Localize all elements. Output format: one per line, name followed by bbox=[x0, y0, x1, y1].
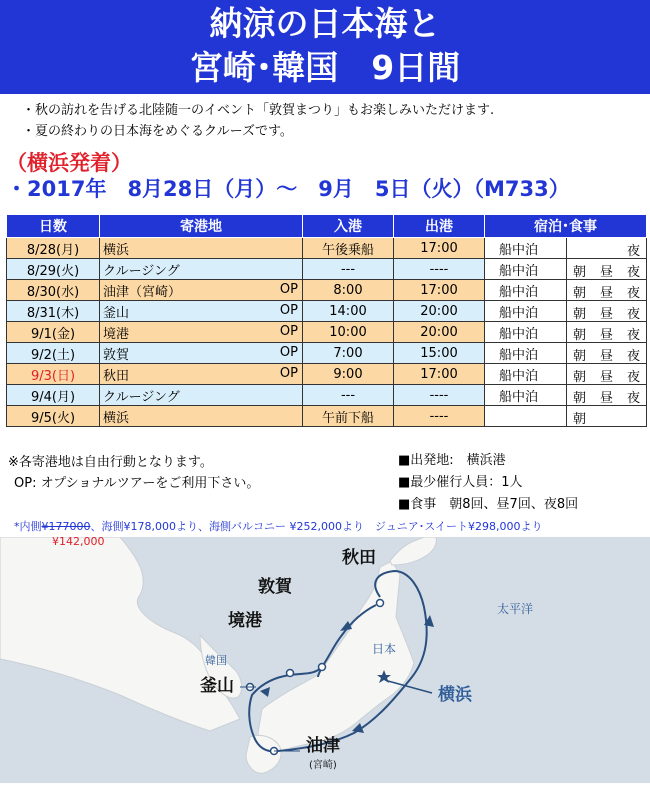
row-stay: 船中泊 bbox=[485, 322, 567, 343]
row-stay: 船中泊 bbox=[485, 238, 567, 259]
tour-dates: ・2017年 8月28日（月）～ 9月 5日（火）（M733） bbox=[6, 177, 570, 201]
row-meal-l: 昼 bbox=[600, 265, 614, 280]
row-stay: 船中泊 bbox=[485, 259, 567, 280]
table-row bbox=[7, 343, 647, 364]
header-depart: 出港 bbox=[394, 215, 485, 238]
marker-sakaiminato bbox=[287, 670, 294, 677]
row-depart: 17:00 bbox=[394, 364, 485, 385]
table-row bbox=[7, 301, 647, 322]
row-op-badge: OP bbox=[279, 324, 298, 339]
row-port bbox=[100, 322, 303, 343]
row-meal-d: 夜 bbox=[627, 328, 641, 343]
row-meal-b: 朝 bbox=[573, 349, 587, 364]
row-date: 8/30(水) bbox=[7, 280, 100, 301]
row-port-name: 横浜 bbox=[103, 410, 130, 426]
price-prefix: *内側 bbox=[14, 520, 42, 533]
row-depart: 17:00 bbox=[394, 238, 485, 259]
map-label-busan: 釜山 bbox=[200, 676, 234, 696]
row-meal-d: 夜 bbox=[627, 391, 641, 406]
row-port-name: 秋田 bbox=[103, 368, 130, 384]
row-depart: 17:00 bbox=[394, 280, 485, 301]
row-meals bbox=[567, 301, 647, 322]
row-date: 9/5(火) bbox=[7, 406, 100, 427]
row-stay: 船中泊 bbox=[485, 385, 567, 406]
table-row bbox=[7, 280, 647, 301]
row-date: 9/4(月) bbox=[7, 385, 100, 406]
intro-line-2: ・夏の終わりの日本海をめぐるクルーズです。 bbox=[22, 124, 293, 139]
intro-line-1: ・秋の訪れを告げる北陸随一のイベント「敦賀まつり」もお楽しみいただけます. bbox=[22, 103, 495, 118]
row-stay: 船中泊 bbox=[485, 364, 567, 385]
row-date: 8/31(木) bbox=[7, 301, 100, 322]
row-port-name: 境港 bbox=[103, 326, 130, 342]
row-depart: ‐‐‐‐ bbox=[394, 406, 485, 427]
row-meal-b: 朝 bbox=[573, 412, 587, 427]
row-meal-l: 昼 bbox=[600, 391, 614, 406]
map-label-yokohama: 横浜 bbox=[438, 685, 472, 705]
row-port bbox=[100, 301, 303, 322]
map-label-aburatsu: 油津 bbox=[306, 736, 340, 756]
row-arrive: 14:00 bbox=[303, 301, 394, 322]
row-meals bbox=[567, 385, 647, 406]
map-label-sakaiminato: 境港 bbox=[228, 611, 262, 631]
map-label-japan: 日本 bbox=[372, 642, 397, 656]
row-arrive: 8:00 bbox=[303, 280, 394, 301]
discount-price: ¥142,000 bbox=[52, 535, 105, 548]
table-row bbox=[7, 322, 647, 343]
row-arrive: 10:00 bbox=[303, 322, 394, 343]
row-stay: 船中泊 bbox=[485, 301, 567, 322]
row-arrive: 9:00 bbox=[303, 364, 394, 385]
row-meal-d: 夜 bbox=[627, 244, 641, 259]
table-row bbox=[7, 364, 647, 385]
row-port bbox=[100, 280, 303, 301]
row-meal-l: 昼 bbox=[600, 328, 614, 343]
marker-akita bbox=[377, 600, 384, 607]
header-stay-meals: 宿泊･食事 bbox=[485, 215, 647, 238]
row-meal-l: 昼 bbox=[600, 370, 614, 385]
row-meal-d: 夜 bbox=[627, 265, 641, 280]
row-meal-d: 夜 bbox=[627, 307, 641, 322]
row-port bbox=[100, 364, 303, 385]
row-stay: 船中泊 bbox=[485, 280, 567, 301]
row-stay bbox=[485, 406, 567, 427]
itinerary-table bbox=[6, 214, 647, 427]
row-meal-d: 夜 bbox=[627, 370, 641, 385]
title-line-2: 宮崎･韓国 9日間 bbox=[189, 48, 461, 87]
row-port bbox=[100, 385, 303, 406]
row-meal-b: 朝 bbox=[573, 265, 587, 280]
row-meals bbox=[567, 238, 647, 259]
table-row bbox=[7, 406, 647, 427]
map-label-korea: 韓国 bbox=[205, 654, 227, 667]
row-stay: 船中泊 bbox=[485, 343, 567, 364]
row-arrive: ‐‐‐ bbox=[303, 259, 394, 280]
route-map bbox=[0, 537, 650, 783]
row-meal-b: 朝 bbox=[573, 370, 587, 385]
row-meal-d: 夜 bbox=[627, 349, 641, 364]
row-meals bbox=[567, 322, 647, 343]
row-date: 9/3(日) bbox=[7, 364, 100, 385]
marker-tsuruga bbox=[319, 664, 326, 671]
row-port bbox=[100, 238, 303, 259]
departure-label: （横浜発着） bbox=[6, 151, 132, 175]
row-date: 8/29(火) bbox=[7, 259, 100, 280]
row-meal-l: 昼 bbox=[600, 307, 614, 322]
note-free-action: ※各寄港地は自由行動となります。 bbox=[8, 455, 213, 470]
row-meals bbox=[567, 364, 647, 385]
note-optional-tour: OP: オプショナルツアーをご利用下さい。 bbox=[14, 476, 260, 491]
row-meal-d: 夜 bbox=[627, 286, 641, 301]
row-port-name: 敦賀 bbox=[103, 347, 130, 363]
title-banner bbox=[0, 0, 650, 94]
row-port-name: 油津（宮崎） bbox=[103, 284, 182, 300]
row-depart: ‐‐‐‐ bbox=[394, 385, 485, 406]
map-label-tsuruga: 敦賀 bbox=[258, 577, 292, 597]
row-meals bbox=[567, 343, 647, 364]
row-port-name: クルージング bbox=[103, 263, 180, 279]
note-min-participants: ■最少催行人員：1人 bbox=[398, 475, 523, 490]
table-row bbox=[7, 259, 647, 280]
row-arrive: ‐‐‐ bbox=[303, 385, 394, 406]
row-op-badge: OP bbox=[279, 366, 298, 381]
row-meal-b: 朝 bbox=[573, 286, 587, 301]
header-ports: 寄港地 bbox=[100, 215, 303, 238]
note-departure-port: ■出発地: 横浜港 bbox=[398, 453, 506, 468]
row-date: 9/1(金) bbox=[7, 322, 100, 343]
row-arrive: 午前下船 bbox=[303, 406, 394, 427]
row-depart: 20:00 bbox=[394, 301, 485, 322]
note-meals: ■食事 朝8回、昼7回、夜8回 bbox=[398, 497, 579, 512]
row-port-name: クルージング bbox=[103, 389, 180, 405]
row-meals bbox=[567, 280, 647, 301]
map-label-pacific: 太平洋 bbox=[497, 602, 534, 616]
header-arrive: 入港 bbox=[303, 215, 394, 238]
row-meal-l: 昼 bbox=[600, 286, 614, 301]
row-arrive: 午後乗船 bbox=[303, 238, 394, 259]
row-date: 8/28(月) bbox=[7, 238, 100, 259]
row-op-badge: OP bbox=[279, 345, 298, 360]
itinerary-body bbox=[7, 238, 647, 427]
table-row bbox=[7, 238, 647, 259]
table-header-row bbox=[7, 215, 647, 238]
row-arrive: 7:00 bbox=[303, 343, 394, 364]
price-struck: ¥177000 bbox=[41, 520, 91, 533]
row-meals bbox=[567, 259, 647, 280]
title-line-1: 納涼の日本海と bbox=[209, 4, 441, 43]
row-port-name: 釜山 bbox=[103, 305, 130, 321]
row-port-name: 横浜 bbox=[103, 242, 130, 258]
row-port bbox=[100, 343, 303, 364]
price-line bbox=[14, 520, 543, 534]
row-port bbox=[100, 259, 303, 280]
row-depart: 20:00 bbox=[394, 322, 485, 343]
price-rest: 、海側¥178,000より、海側バルコニー ¥252,000より ジュニア･スイート¥298,000より bbox=[90, 520, 543, 533]
row-depart: 15:00 bbox=[394, 343, 485, 364]
row-meal-l: 昼 bbox=[600, 349, 614, 364]
row-depart: ‐‐‐‐ bbox=[394, 259, 485, 280]
row-port bbox=[100, 406, 303, 427]
row-op-badge: OP bbox=[279, 282, 298, 297]
row-meal-b: 朝 bbox=[573, 307, 587, 322]
row-meals bbox=[567, 406, 647, 427]
map-label-akita: 秋田 bbox=[342, 548, 376, 568]
row-op-badge: OP bbox=[279, 303, 298, 318]
row-meal-b: 朝 bbox=[573, 391, 587, 406]
map-label-miyazaki: (宮崎) bbox=[309, 760, 337, 771]
row-date: 9/2(土) bbox=[7, 343, 100, 364]
row-meal-b: 朝 bbox=[573, 328, 587, 343]
table-row bbox=[7, 385, 647, 406]
header-days: 日数 bbox=[7, 215, 100, 238]
